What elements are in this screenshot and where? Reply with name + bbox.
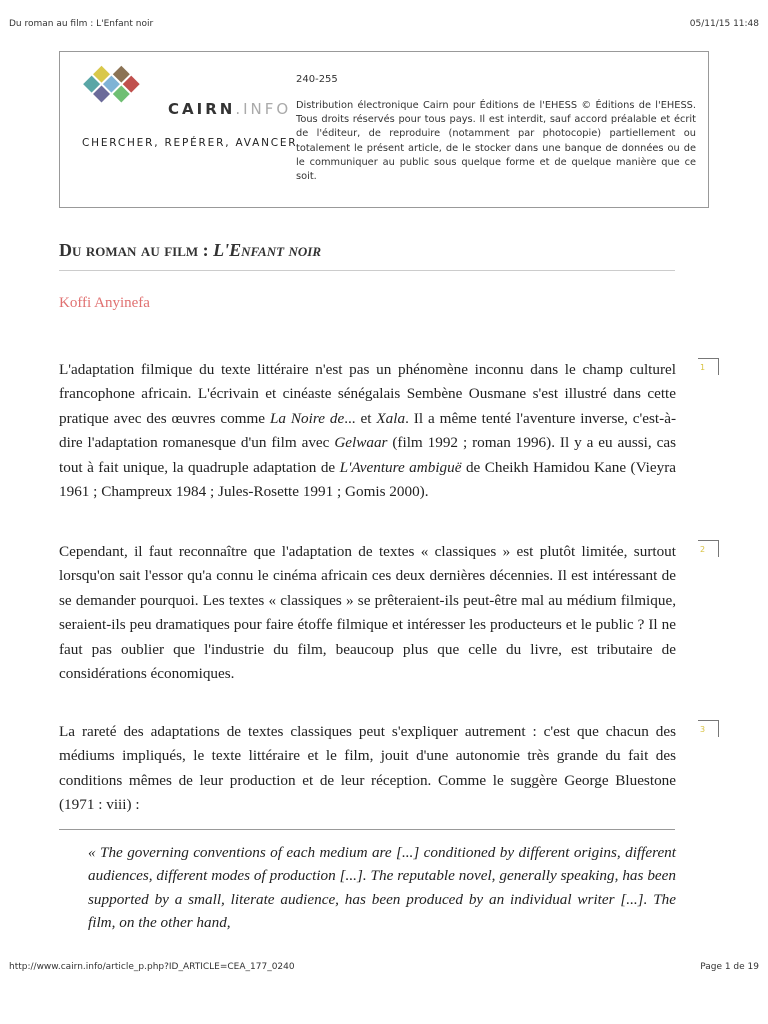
article-author[interactable]: Koffi Anyinefa	[59, 295, 150, 311]
cairn-logo-mosaic-icon	[70, 64, 150, 124]
paragraph-2: Cependant, il faut reconnaître que l'adaptation de textes « classiques » est plutôt limitée, surtout lorsqu'on sait l'essor qu'a connu le cinéma africain ces deux dernières décennies. Il est intéressant de se demander pourquoi. Les textes « classiques » se prêteraient-ils peut-être mal au médium filmique, seraient-ils peu dramatiques pour faire étoffe filmique et intéresser les producteurs et le public ? Il ne faut pas oublier que l'industrie du film, beaucoup plus que celle du livre, est tributaire de considérations économiques.	[59, 543, 676, 683]
title-divider	[59, 270, 675, 271]
cairn-tagline: CHERCHER, REPÉRER, AVANCER	[82, 137, 298, 149]
paragraph-1: L'adaptation filmique du texte littéraire n'est pas un phénomène inconnu dans le champ culturel francophone africain. L'écrivain et cinéaste sénégalais Sembène Ousmane s'est illustré dans cette pratique avec des œuvres comme La Noire de... et Xala. Il a même tenté l'aventure inverse, c'est-à-dire l'adaptation romanesque d'un film avec Gelwaar (film 1992 ; roman 1996). Il y a eu aussi, cas tout à fait unique, la quadruple adaptation de L'Aventure ambiguë de Cheikh Hamidou Kane (Vieyra 1961 ; Champreux 1984 ; Jules-Rosette 1991 ; Gomis 2000).	[59, 361, 677, 501]
cairn-logo-text: CAIRN.INFO	[168, 100, 292, 118]
block-quote: « The governing conventions of each medium are [...] conditioned by different origins, different audiences, different modes of production [...]. The reputable novel, generally speaking, has been supported by a small, literate audience, has been produced by an individual writer [...]. The film, on the other hand,	[88, 844, 676, 932]
paragraph-number-1[interactable]: 1	[698, 358, 719, 375]
print-header	[9, 19, 759, 31]
article-pages: 240-255	[296, 74, 338, 85]
paragraph-3: La rareté des adaptations de textes classiques peut s'expliquer autrement : c'est que chacun des médiums impliqués, le texte littéraire et le film, jouit d'une autonomie très grande du fait des conditions mêmes de leur production et de leur réception. Comme le suggère George Bluestone (1971 : viii) :	[59, 723, 676, 814]
cairn-info-box	[59, 51, 709, 208]
print-header-title: Du roman au film : L'Enfant noir	[9, 19, 154, 29]
copyright-notice: Distribution électronique Cairn pour Éditions de l'EHESS © Éditions de l'EHESS. Tous droits réservés pour tous pays. Il est interdit, sauf accord préalable et écrit de l'éditeur, de reproduire (notamment par photocopie) partiellement ou totalement le présent article, de le stocker dans une banque de données ou de le communiquer au public sous quelque forme et de quelque manière que ce soit.	[296, 100, 696, 183]
print-footer	[9, 962, 759, 974]
article-title: Du roman au film : L'Enfant noir	[59, 240, 322, 260]
print-footer-url[interactable]: http://www.cairn.info/article_p.php?ID_ARTICLE=CEA_177_0240	[9, 962, 295, 972]
quote-divider	[59, 829, 675, 830]
paragraph-number-2[interactable]: 2	[698, 540, 719, 557]
print-footer-page: Page 1 de 19	[700, 962, 759, 972]
print-header-datetime: 05/11/15 11:48	[689, 19, 759, 29]
cairn-logo[interactable]	[70, 64, 298, 154]
paragraph-number-3[interactable]: 3	[698, 720, 719, 737]
